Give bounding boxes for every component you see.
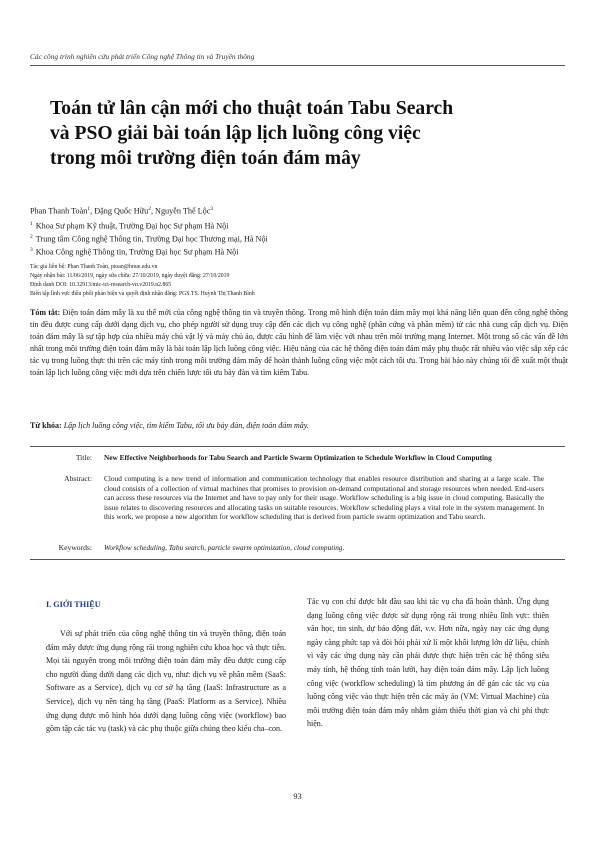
author-name: Đặng Quốc Hữu [94, 206, 149, 216]
doi: Định danh DOI: 10.32913/mic-ict-research-vn.v2019.n2.865 [30, 282, 172, 288]
header-rule [30, 65, 565, 66]
affiliation-text: Khoa Công nghệ Thông tin, Trường Đại học Sư phạm Hà Nội [35, 247, 239, 257]
affiliation-text: Khoa Sư phạm Kỹ thuật, Trường Đại học Sư phạm Hà Nội [35, 221, 229, 231]
section-heading: I. GIỚI THIỆU [46, 600, 101, 609]
author-name: Phan Thanh Toàn [30, 206, 88, 216]
keywords-text: Lập lịch luồng công việc, tìm kiếm Tabu, tối ưu bày đàn, điện toán đám mây. [63, 421, 309, 430]
author-sup: 1 [87, 206, 91, 212]
en-keywords-label: Keywords: [58, 543, 92, 552]
affiliation [30, 221, 229, 231]
abstract-label: Tóm tắt: [30, 308, 61, 317]
page-number: 93 [293, 792, 302, 801]
en-abstract: Cloud computing is a new trend of information and communication technology that enables resource distribution and sharing at a large scale. The cloud consists of a collection of virtual machines that promises to provision on-demand computational and storage resources when needed. End-users can access these resources via the Internet and have to pay only for their usage. Workflow scheduling is a big issue in cloud computing. Basically the issue relates to discovering resources and allocating tasks on suitable resources. Workflow scheduling plays a vital role in the system management. In this work, we propose a new algorithm for workflow scheduling that is derived from particle swarm optimization and Tabu search. [104, 474, 544, 522]
affiliation-text: Trung tâm Công nghệ Thông tin, Trường Đại học Thương mại, Hà Nội [35, 234, 268, 244]
affiliation-sup: 1 [30, 221, 33, 227]
author-name: Nguyễn Thế Lộc [155, 206, 211, 216]
title-line: và PSO giải bài toán lập lịch luồng công việc [50, 123, 421, 144]
affiliation [30, 234, 268, 244]
body-column-left: Với sự phát triển của công nghệ thông tin và truyền thông, điện toán đám mây được ứng dụng rộng rãi trong nghiên cứu khoa học và thực tiễn. Mọi tài nguyên trong môi trường điện toán đám mây đều được cung cấp cho người dùng dưới dạng các dịch vụ, như: dịch vụ về phần mềm (SaaS: Software as a Service), dịch vụ cơ sở hạ tầng (IaaS: Infrastructure as a Service), dịch vụ nền tảng hạ tầng (PaaS: Platform as a Service). Nhiều ứng dụng được mô hình hóa dưới dạng luồng công việc (workflow) bao gồm tập các tác vụ (task) và các phụ thuộc giữa chúng theo kiểu cha–con. [46, 629, 286, 734]
abstract-text: Điện toán đám mây là xu thế mới của công nghệ thông tin và truyền thông. Trong mô hình điện toán đám mây mọi khả năng liên quan đến công nghệ thông tin đều được cung cấp dưới dạng dịch vụ, cho phép người sử dụng truy cập đến các dịch vụ công nghệ (phần cứng và phần mềm) từ các nhà cung cấp dịch vụ. Điện toán đám mây là sự tập hợp của nhiều máy chủ vật lý và máy chủ ảo, được cấu hình để làm việc với nhau trên môi trường mạng Internet. Một trong số các vấn đề lớn nhất trong môi trường điện toán đám mây là bài toán lập lịch luồng công việc. Hiệu năng của các hệ thống điện toán đám mây phụ thuộc rất nhiều vào việc sắp xếp các tác vụ trong luồng thực thi trên các máy tính trong môi trường đám mây để hoàn thành luồng công việc một cách tối ưu. Trong bài báo này chúng tôi đề xuất một thuật toán lập lịch luồng công việc mới dựa trên chiến lược tối ưu bày đàn và tìm kiếm Tabu. [30, 308, 568, 377]
en-title: New Effective Neighborhoods for Tabu Search and Particle Swarm Optimization to Schedule Workflow in Cloud Computing [104, 453, 492, 462]
submission-dates: Ngày nhận bài: 11/06/2019, ngày sửa chữa: 27/10/2019, ngày duyệt đăng: 27/10/2019 [30, 273, 230, 279]
author-sup: 3 [210, 206, 214, 212]
title-line: trong môi trường điện toán đám mây [50, 148, 361, 169]
editor-note: Biên tập lĩnh vực điều phối phản biện và quyết định nhận đăng: PGS.TS. Huỳnh Thị Thanh Bình [30, 291, 255, 297]
affiliation-sup: 2 [30, 234, 33, 240]
en-title-label: Title: [75, 453, 92, 462]
abstract-vi [30, 307, 568, 378]
affiliation [30, 247, 238, 257]
body-column-right: Tác vụ con chỉ được bắt đầu sau khi tác vụ cha đã hoàn thành. Ứng dụng dạng luồng công việc được sử dụng rộng rãi trong nhiều lĩnh vực: thiên văn học, tin sinh, dự báo động đất, v.v. Hơn nữa, ngày nay các ứng dụng ngày càng phức tạp và đòi hỏi phải xử lí một khối lượng lớn dữ liệu, chính vì vậy các ứng dụng này cần phải được thực hiện trên các hệ thống siêu máy tính, hệ thống tính toán lưới, hay điện toán đám mây. Lập lịch luồng công việc (workflow scheduling) là tìm phương án để gán các tác vụ của luồng công việc vào thực hiện trên các máy ảo (VM: Virtual Machine) của môi trường điện toán đám mây nhằm giảm thiểu thời gian và chi phí thực hiện. [307, 597, 549, 729]
author-list: Phan Thanh Toàn$^1$, Đặng Quốc Hữu$^2$, Nguyễn Thế Lộc$^3$ [30, 206, 214, 216]
en-keywords: Workflow scheduling, Tabu search, particle swarm optimization, cloud computing. [104, 543, 345, 552]
corresponding-author: Tác giả liên hệ: Phan Thanh Toàn, ptoan@hnue.edu.vn [30, 264, 158, 270]
en-abstract-label: Abstract: [64, 474, 92, 483]
keywords-vi [30, 421, 309, 430]
title-line: Toán tử lân cận mới cho thuật toán Tabu Search [50, 98, 454, 119]
affiliation-sup: 3 [30, 247, 33, 253]
keywords-label: Từ khóa: [30, 421, 62, 430]
author-sup: 2 [148, 206, 151, 212]
running-header: Các công trình nghiên cứu phát triển Công nghệ Thông tin và Truyền thông [30, 52, 255, 61]
paper-title [50, 96, 550, 171]
